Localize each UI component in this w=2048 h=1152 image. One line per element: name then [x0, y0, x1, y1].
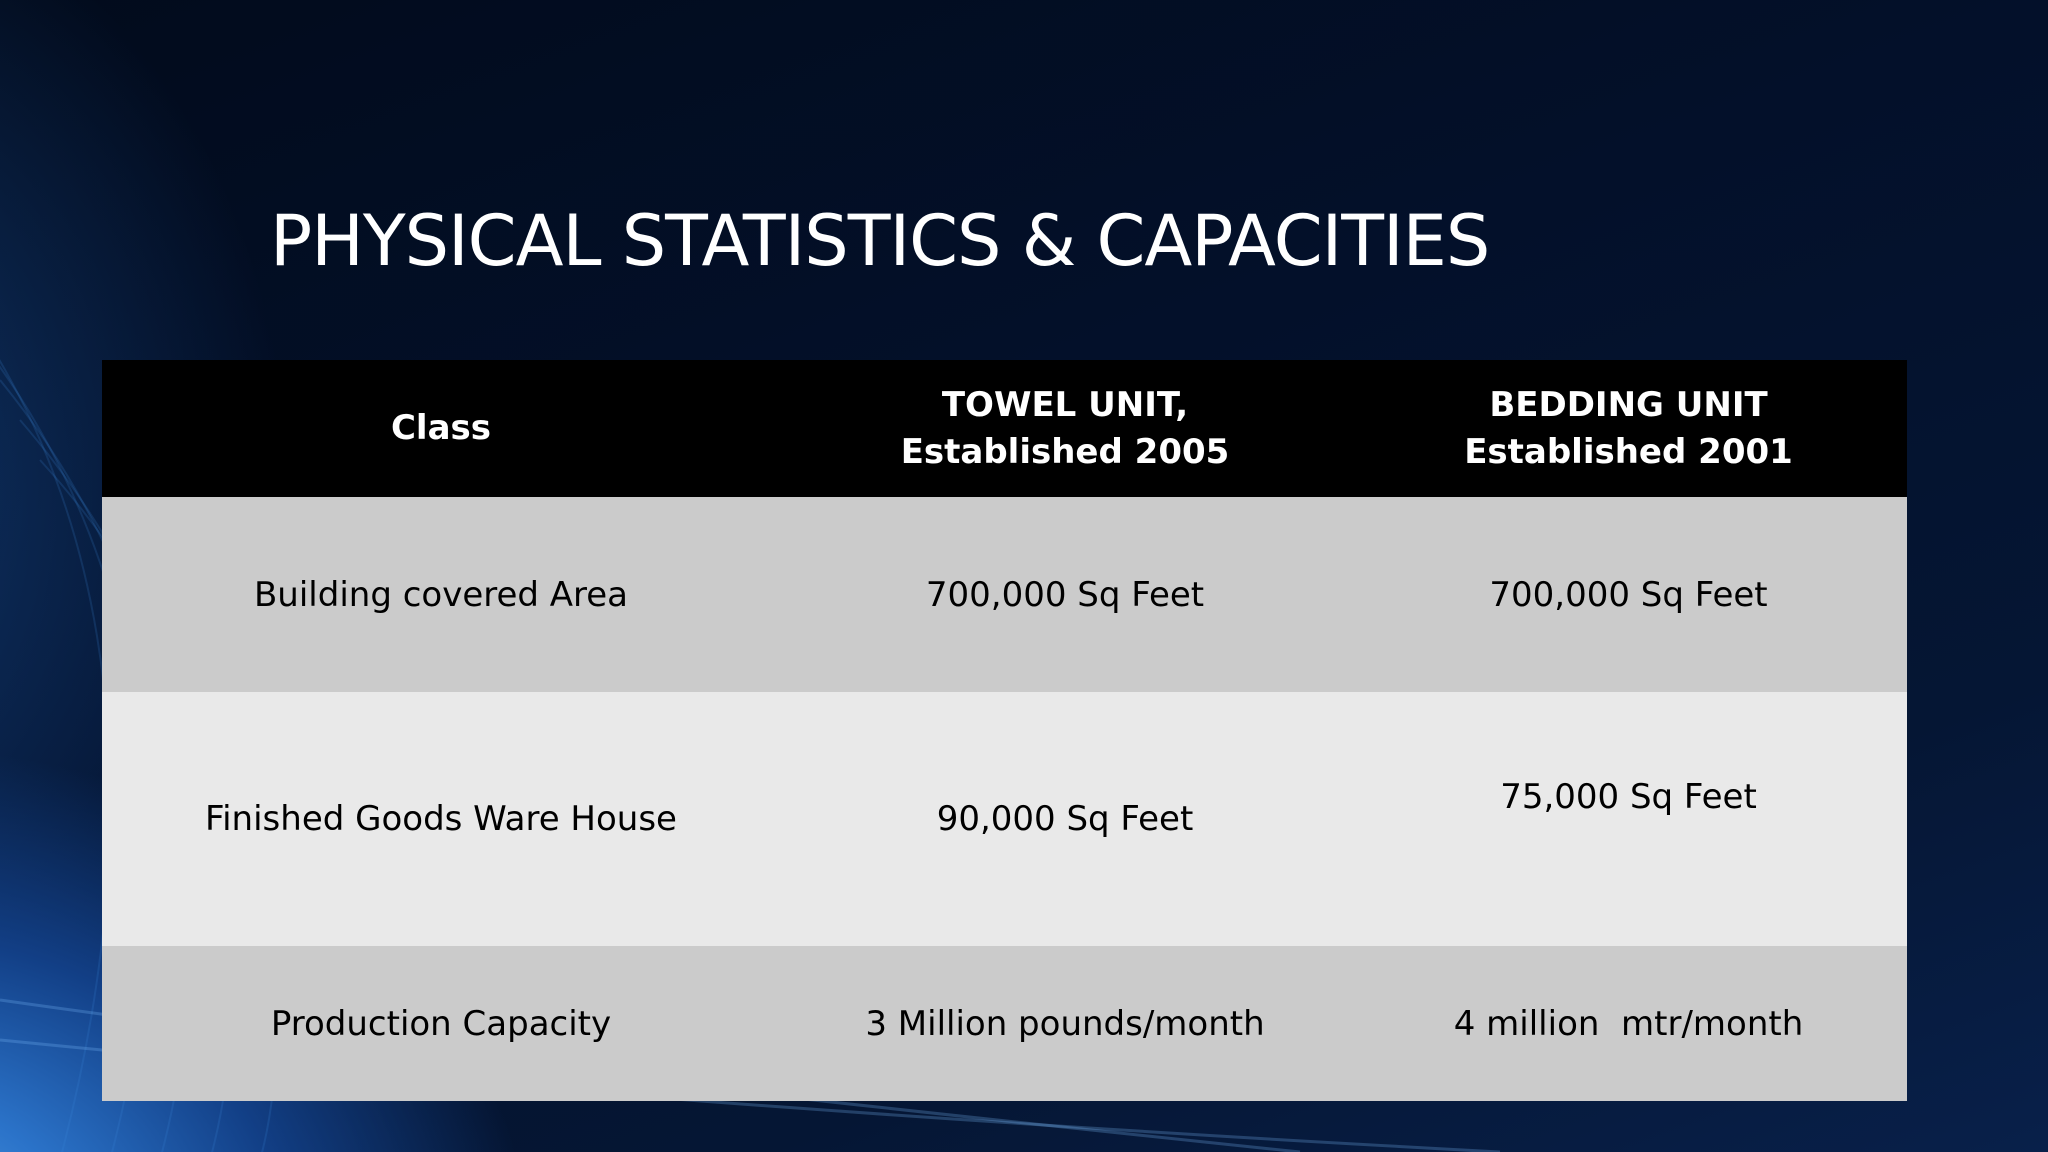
cell-class: Finished Goods Ware House [102, 692, 780, 946]
table-row [102, 946, 1907, 1101]
header-bedding-unit [1350, 360, 1907, 497]
cell-bedding-unit: 700,000 Sq Feet [1350, 497, 1907, 692]
header-class: Class [102, 360, 780, 497]
table-header-row [102, 360, 1907, 497]
table-row [102, 497, 1907, 692]
header-towel-unit-name: TOWEL UNIT, [941, 384, 1189, 425]
statistics-table [102, 360, 1907, 1101]
cell-bedding-unit: 4 million mtr/month [1350, 946, 1907, 1101]
cell-class: Production Capacity [102, 946, 780, 1101]
cell-towel-unit: 3 Million pounds/month [780, 946, 1350, 1101]
table-row [102, 692, 1907, 946]
header-towel-unit [780, 360, 1350, 497]
cell-towel-unit: 90,000 Sq Feet [780, 692, 1350, 946]
cell-towel-unit: 700,000 Sq Feet [780, 497, 1350, 692]
slide-title: PHYSICAL STATISTICS & CAPACITIES [270, 200, 1490, 282]
header-bedding-unit-name: BEDDING UNIT [1489, 384, 1768, 425]
header-towel-unit-established: Established 2005 [900, 431, 1230, 472]
cell-bedding-unit: 75,000 Sq Feet [1350, 692, 1907, 946]
cell-class: Building covered Area [102, 497, 780, 692]
header-bedding-unit-established: Established 2001 [1464, 431, 1793, 472]
